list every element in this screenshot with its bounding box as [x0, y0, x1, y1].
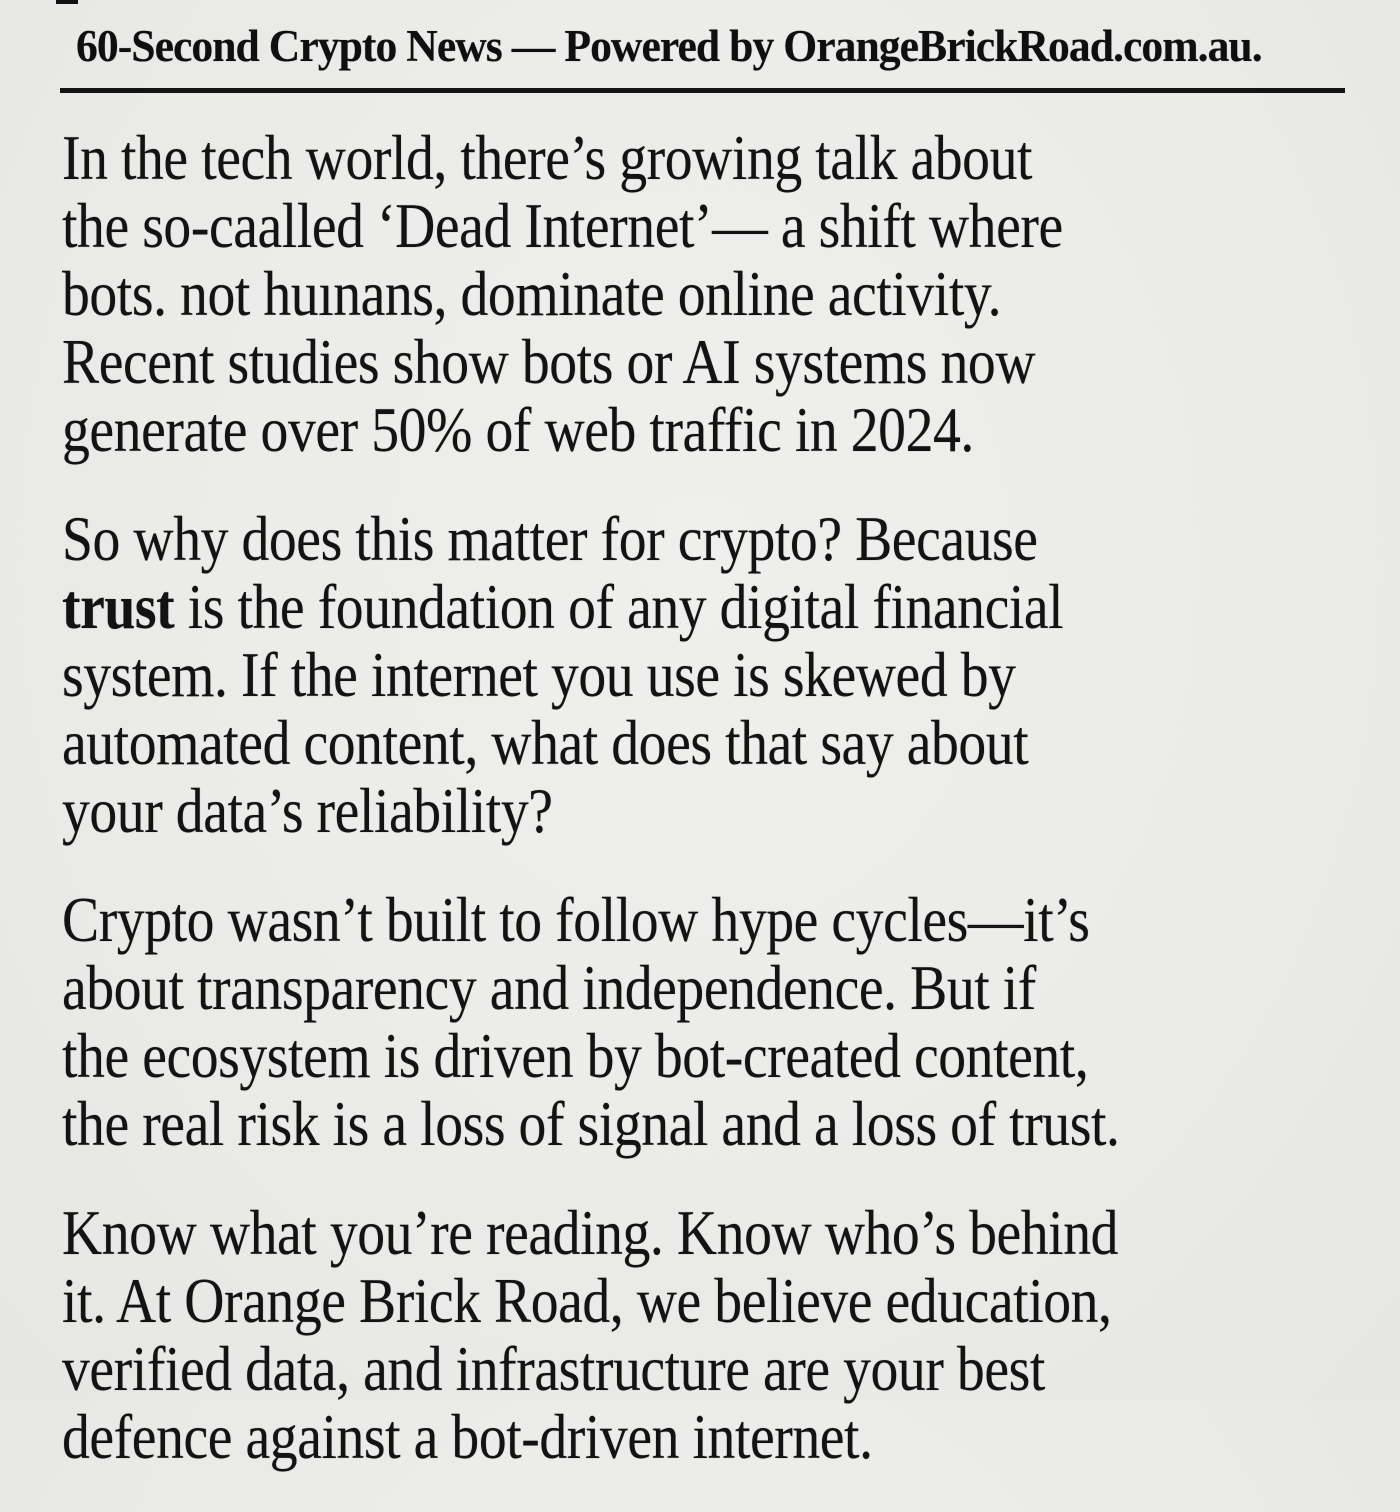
text-segment: system. If the internet you use is skewed by: [62, 639, 1016, 710]
article: [62, 124, 1400, 1512]
text-segment: generate over 50% of web traffic in 2024.: [62, 394, 974, 465]
text-line: [62, 505, 1226, 573]
text-segment: your data’s reliability?: [62, 775, 553, 846]
text-line: [62, 954, 1226, 1022]
text-segment: Recent studies show bots or AI systems now: [62, 326, 1036, 397]
text-line: [62, 1199, 1226, 1267]
text-line: [62, 1335, 1226, 1403]
text-segment: Know what you’re reading. Know who’s behind: [62, 1197, 1119, 1268]
text-segment: is the foundation of any digital financial: [174, 571, 1064, 642]
text-line: [62, 1267, 1226, 1335]
paragraph: [62, 886, 1400, 1158]
text-segment: the ecosystem is driven by bot-created content,: [62, 1020, 1089, 1091]
top-edge-artifact: [56, 0, 78, 4]
text-line: [62, 396, 1226, 464]
text-line: [62, 1090, 1226, 1158]
paragraph: [62, 1199, 1400, 1471]
text-segment: the real risk is a loss of signal and a loss of trust.: [62, 1088, 1120, 1159]
text-segment: In the tech world, there’s growing talk about: [62, 122, 1033, 193]
text-line: [62, 1022, 1226, 1090]
text-line: [62, 328, 1226, 396]
text-line: [62, 192, 1226, 260]
paragraph: [62, 505, 1400, 845]
masthead-title: 60-Second Crypto News — Powered by OrangeBrickRoad.com.au.: [76, 21, 1262, 71]
text-segment: verified data, and infrastructure are your best: [62, 1333, 1045, 1404]
text-line: [62, 641, 1226, 709]
text-line: [62, 777, 1226, 845]
text-segment: the so-caalled ‘Dead Internet’— a shift where: [62, 190, 1063, 261]
paragraph: [62, 124, 1400, 464]
text-segment: about transparency and independence. But if: [62, 952, 1036, 1023]
text-segment: Crypto wasn’t built to follow hype cycles—it’s: [62, 884, 1090, 955]
text-segment: it. At Orange Brick Road, we believe education,: [62, 1265, 1112, 1336]
header-divider-rule: [60, 88, 1345, 93]
text-line: [62, 886, 1226, 954]
text-line: [62, 124, 1226, 192]
text-segment: bots. not huınans, dominate online activity.: [62, 258, 1002, 329]
text-segment: automated content, what does that say about: [62, 707, 1029, 778]
text-line: [62, 709, 1226, 777]
text-line: [62, 1403, 1226, 1471]
text-line: [62, 260, 1226, 328]
text-segment: defence against a bot-driven internet.: [62, 1401, 873, 1472]
bold-text-segment: trust: [62, 571, 175, 642]
text-line: [62, 573, 1226, 641]
text-segment: So why does this matter for crypto? Because: [62, 503, 1038, 574]
